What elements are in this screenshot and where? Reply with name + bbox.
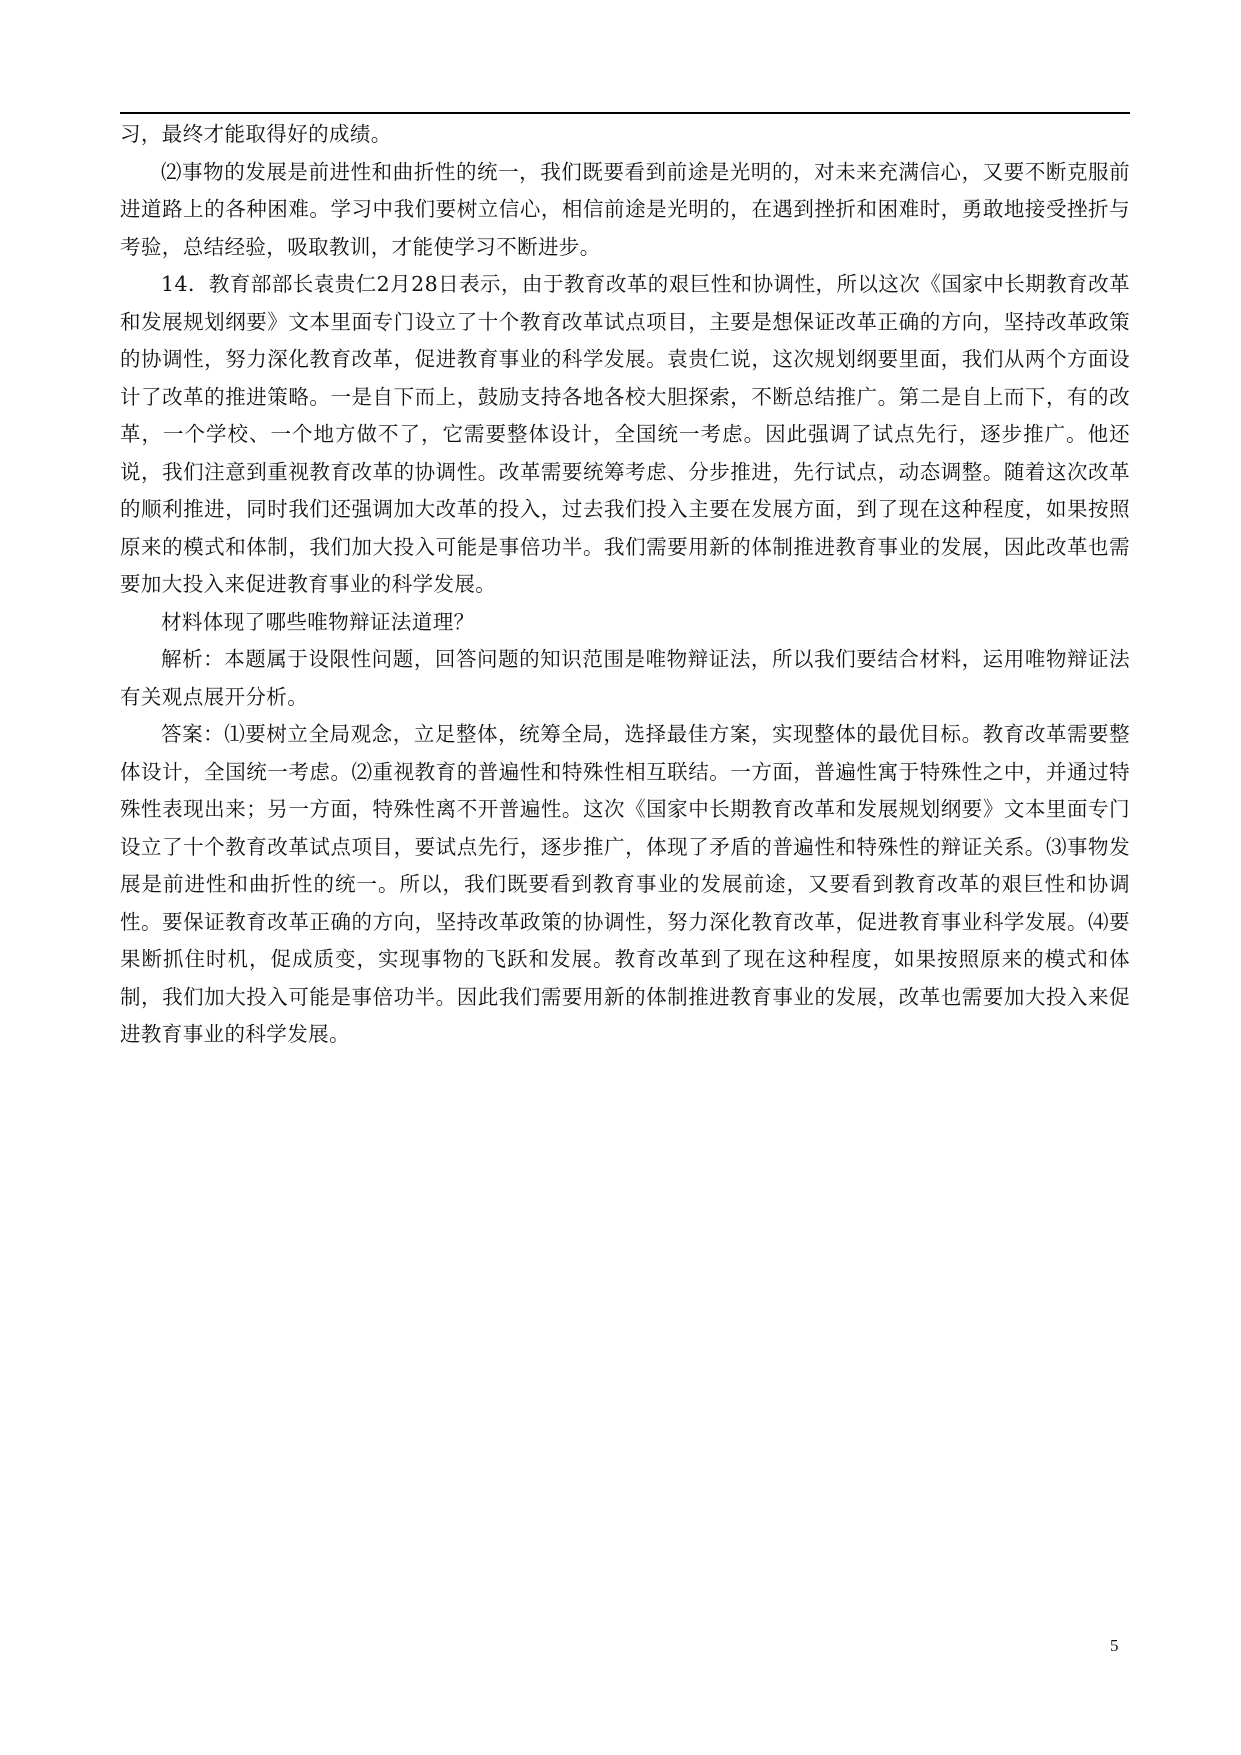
paragraph-analysis: 解析：本题属于设限性问题，回答问题的知识范围是唯物辩证法，所以我们要结合材料，运用唯物辩证法有关观点展开分析。	[120, 647, 1130, 709]
paragraph-answer: 答案：⑴要树立全局观念，立足整体，统筹全局，选择最佳方案，实现整体的最优目标。教育改革需要整体设计，全国统一考虑。⑵重视教育的普遍性和特殊性相互联结。一方面，普遍性寓于特殊性之中，并通过特殊性表现出来；另一方面，特殊性离不开普遍性。这次《国家中长期教育改革和发展规划纲要》文本里面专门设立了十个教育改革试点项目，要试点先行，逐步推广，体现了矛盾的普遍性和特殊性的辩证关系。⑶事物发展是前进性和曲折性的统一。所以，我们既要看到教育事业的发展前途，又要看到教育改革的艰巨性和协调性。要保证教育改革正确的方向，坚持改革政策的协调性，努力深化教育改革，促进教育事业科学发展。⑷要果断抓住时机，促成质变，实现事物的飞跃和发展。教育改革到了现在这种程度，如果按照原来的模式和体制，我们加大投入可能是事倍功半。因此我们需要用新的体制推进教育事业的发展，改革也需要加大投入来促进教育事业的科学发展。	[120, 722, 1130, 1046]
paragraph-point-2: ⑵事物的发展是前进性和曲折性的统一，我们既要看到前途是光明的，对未来充满信心，又要不断克服前进道路上的各种困难。学习中我们要树立信心，相信前途是光明的，在遇到挫折和困难时，勇敢地接受挫折与考验，总结经验，吸取教训，才能使学习不断进步。	[120, 159, 1130, 259]
header-rule	[120, 112, 1130, 114]
document-body	[120, 116, 1130, 1054]
paragraph-question-14-material: 14．教育部部长袁贵仁2月28日表示，由于教育改革的艰巨性和协调性，所以这次《国家中长期教育改革和发展规划纲要》文本里面专门设立了十个教育改革试点项目，主要是想保证改革正确的方向，坚持改革政策的协调性，努力深化教育改革，促进教育事业的科学发展。袁贵仁说，这次规划纲要里面，我们从两个方面设计了改革的推进策略。一是自下而上，鼓励支持各地各校大胆探索，不断总结推广。第二是自上而下，有的改革，一个学校、一个地方做不了，它需要整体设计，全国统一考虑。因此强调了试点先行，逐步推广。他还说，我们注意到重视教育改革的协调性。改革需要统筹考虑、分步推进，先行试点，动态调整。随着这次改革的顺利推进，同时我们还强调加大改革的投入，过去我们投入主要在发展方面，到了现在这种程度，如果按照原来的模式和体制，我们加大投入可能是事倍功半。我们需要用新的体制推进教育事业的发展，因此改革也需要加大投入来促进教育事业的科学发展。	[120, 272, 1130, 596]
paragraph-continuation: 习，最终才能取得好的成绩。	[120, 122, 392, 146]
paragraph-question-prompt: 材料体现了哪些唯物辩证法道理？	[161, 609, 475, 634]
page-number: 5	[1110, 1636, 1119, 1655]
